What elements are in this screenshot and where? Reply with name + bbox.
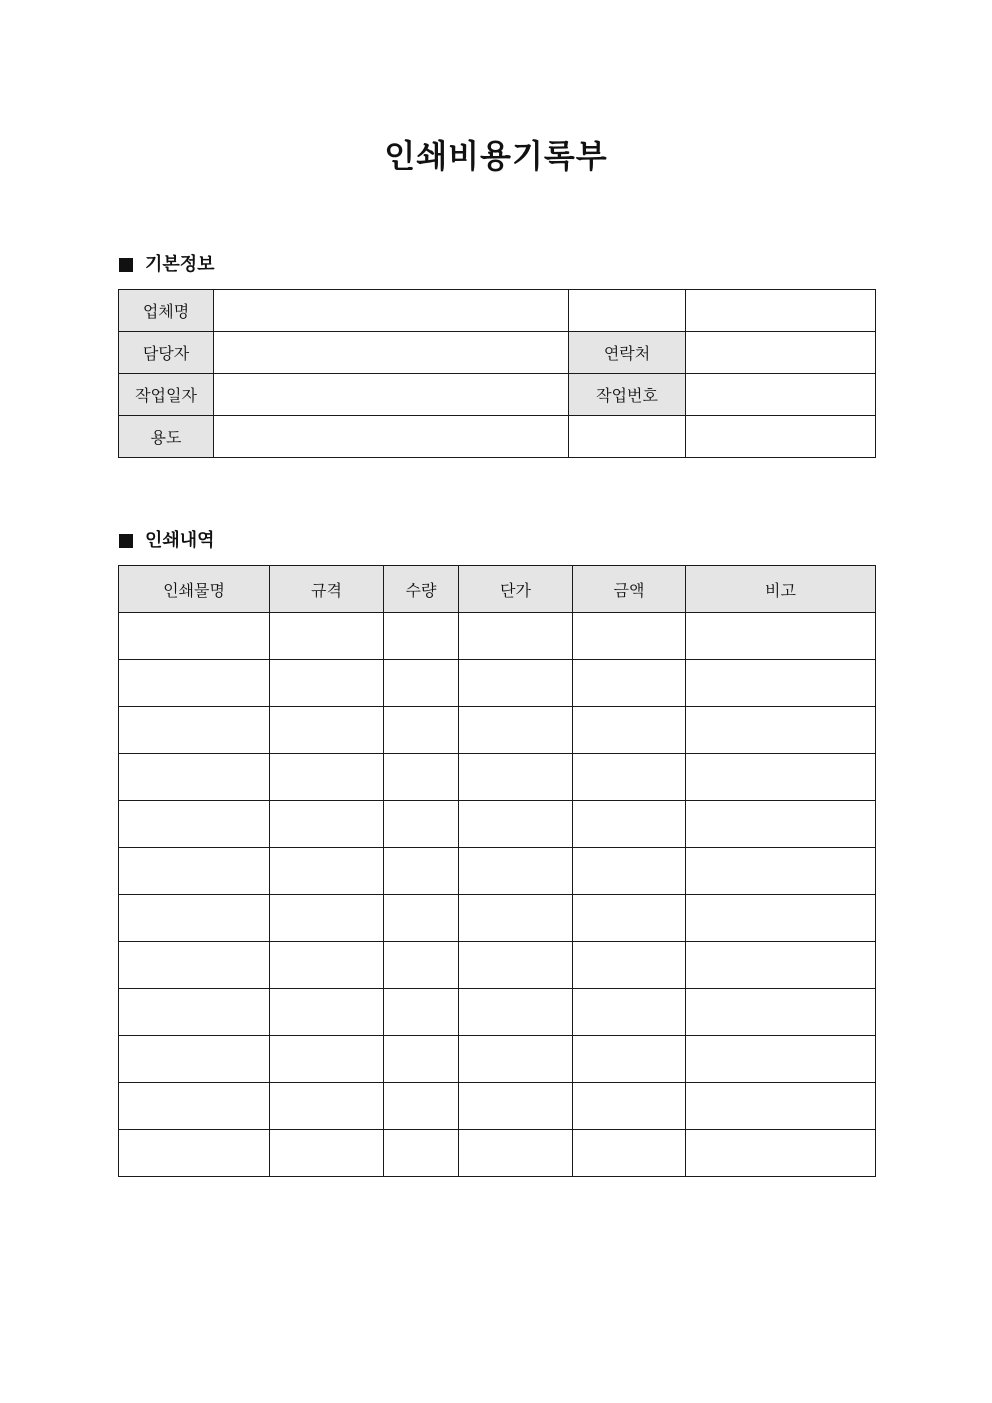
quantity-cell[interactable] bbox=[384, 989, 459, 1036]
blank-field-cell[interactable] bbox=[686, 416, 876, 458]
column-header-unit-price: 단가 bbox=[459, 566, 573, 613]
table-row bbox=[119, 1130, 876, 1177]
table-row bbox=[119, 707, 876, 754]
item-name-cell[interactable] bbox=[119, 1083, 270, 1130]
table-row bbox=[119, 754, 876, 801]
amount-cell[interactable] bbox=[573, 1083, 686, 1130]
amount-cell[interactable] bbox=[573, 895, 686, 942]
unit-price-cell[interactable] bbox=[459, 801, 573, 848]
remarks-cell[interactable] bbox=[686, 895, 876, 942]
item-name-cell[interactable] bbox=[119, 989, 270, 1036]
amount-cell[interactable] bbox=[573, 660, 686, 707]
quantity-cell[interactable] bbox=[384, 801, 459, 848]
amount-cell[interactable] bbox=[573, 1130, 686, 1177]
remarks-cell[interactable] bbox=[686, 942, 876, 989]
item-name-cell[interactable] bbox=[119, 895, 270, 942]
amount-cell[interactable] bbox=[573, 801, 686, 848]
column-header-quantity: 수량 bbox=[384, 566, 459, 613]
unit-price-cell[interactable] bbox=[459, 848, 573, 895]
contact-label: 연락처 bbox=[569, 332, 686, 374]
unit-price-cell[interactable] bbox=[459, 707, 573, 754]
blank-label-cell bbox=[569, 416, 686, 458]
unit-price-cell[interactable] bbox=[459, 942, 573, 989]
quantity-cell[interactable] bbox=[384, 1130, 459, 1177]
unit-price-cell[interactable] bbox=[459, 1036, 573, 1083]
square-bullet-icon bbox=[119, 258, 133, 272]
item-name-cell[interactable] bbox=[119, 707, 270, 754]
spec-cell[interactable] bbox=[270, 989, 384, 1036]
remarks-cell[interactable] bbox=[686, 1083, 876, 1130]
unit-price-cell[interactable] bbox=[459, 895, 573, 942]
item-name-cell[interactable] bbox=[119, 942, 270, 989]
manager-label: 담당자 bbox=[119, 332, 214, 374]
amount-cell[interactable] bbox=[573, 754, 686, 801]
spec-cell[interactable] bbox=[270, 754, 384, 801]
item-name-cell[interactable] bbox=[119, 848, 270, 895]
amount-cell[interactable] bbox=[573, 989, 686, 1036]
remarks-cell[interactable] bbox=[686, 613, 876, 660]
table-row bbox=[119, 1036, 876, 1083]
spec-cell[interactable] bbox=[270, 660, 384, 707]
table-row bbox=[119, 989, 876, 1036]
unit-price-cell[interactable] bbox=[459, 989, 573, 1036]
purpose-label: 용도 bbox=[119, 416, 214, 458]
table-row bbox=[119, 332, 876, 374]
column-header-spec: 규격 bbox=[270, 566, 384, 613]
spec-cell[interactable] bbox=[270, 895, 384, 942]
spec-cell[interactable] bbox=[270, 801, 384, 848]
amount-cell[interactable] bbox=[573, 707, 686, 754]
item-name-cell[interactable] bbox=[119, 754, 270, 801]
amount-cell[interactable] bbox=[573, 1036, 686, 1083]
item-name-cell[interactable] bbox=[119, 1130, 270, 1177]
column-header-amount: 금액 bbox=[573, 566, 686, 613]
table-header-row bbox=[119, 566, 876, 613]
item-name-cell[interactable] bbox=[119, 801, 270, 848]
section-heading-basic-info bbox=[119, 253, 215, 277]
blank-field-cell[interactable] bbox=[686, 290, 876, 332]
table-row bbox=[119, 613, 876, 660]
company-label: 업체명 bbox=[119, 290, 214, 332]
table-row bbox=[119, 374, 876, 416]
unit-price-cell[interactable] bbox=[459, 613, 573, 660]
column-header-remarks: 비고 bbox=[686, 566, 876, 613]
remarks-cell[interactable] bbox=[686, 707, 876, 754]
remarks-cell[interactable] bbox=[686, 989, 876, 1036]
column-header-item-name: 인쇄물명 bbox=[119, 566, 270, 613]
amount-cell[interactable] bbox=[573, 848, 686, 895]
basic-info-table bbox=[118, 289, 876, 458]
unit-price-cell[interactable] bbox=[459, 754, 573, 801]
remarks-cell[interactable] bbox=[686, 1036, 876, 1083]
square-bullet-icon bbox=[119, 534, 133, 548]
table-row bbox=[119, 290, 876, 332]
quantity-cell[interactable] bbox=[384, 754, 459, 801]
item-name-cell[interactable] bbox=[119, 660, 270, 707]
table-row bbox=[119, 942, 876, 989]
table-row bbox=[119, 416, 876, 458]
section-heading-label: 기본정보 bbox=[145, 254, 215, 275]
remarks-cell[interactable] bbox=[686, 848, 876, 895]
work-number-label: 작업번호 bbox=[569, 374, 686, 416]
print-details-table bbox=[118, 565, 876, 1177]
work-date-label: 작업일자 bbox=[119, 374, 214, 416]
spec-cell[interactable] bbox=[270, 1036, 384, 1083]
amount-cell[interactable] bbox=[573, 613, 686, 660]
quantity-cell[interactable] bbox=[384, 895, 459, 942]
section-heading-print-details bbox=[119, 529, 215, 553]
company-field[interactable] bbox=[214, 290, 569, 332]
spec-cell[interactable] bbox=[270, 1083, 384, 1130]
quantity-cell[interactable] bbox=[384, 660, 459, 707]
manager-field[interactable] bbox=[214, 332, 569, 374]
remarks-cell[interactable] bbox=[686, 754, 876, 801]
quantity-cell[interactable] bbox=[384, 848, 459, 895]
spec-cell[interactable] bbox=[270, 942, 384, 989]
table-row bbox=[119, 848, 876, 895]
unit-price-cell[interactable] bbox=[459, 1083, 573, 1130]
quantity-cell[interactable] bbox=[384, 613, 459, 660]
quantity-cell[interactable] bbox=[384, 942, 459, 989]
unit-price-cell[interactable] bbox=[459, 1130, 573, 1177]
quantity-cell[interactable] bbox=[384, 1083, 459, 1130]
quantity-cell[interactable] bbox=[384, 707, 459, 754]
remarks-cell[interactable] bbox=[686, 801, 876, 848]
remarks-cell[interactable] bbox=[686, 1130, 876, 1177]
table-row bbox=[119, 895, 876, 942]
document-title: 인쇄비용기록부 bbox=[384, 137, 608, 175]
unit-price-cell[interactable] bbox=[459, 660, 573, 707]
spec-cell[interactable] bbox=[270, 848, 384, 895]
spec-cell[interactable] bbox=[270, 707, 384, 754]
table-row bbox=[119, 660, 876, 707]
spec-cell[interactable] bbox=[270, 613, 384, 660]
remarks-cell[interactable] bbox=[686, 660, 876, 707]
blank-label-cell bbox=[569, 290, 686, 332]
contact-field[interactable] bbox=[686, 332, 876, 374]
section-heading-label: 인쇄내역 bbox=[145, 530, 215, 551]
item-name-cell[interactable] bbox=[119, 613, 270, 660]
amount-cell[interactable] bbox=[573, 942, 686, 989]
purpose-field[interactable] bbox=[214, 416, 569, 458]
work-date-field[interactable] bbox=[214, 374, 569, 416]
table-row bbox=[119, 801, 876, 848]
table-row bbox=[119, 1083, 876, 1130]
work-number-field[interactable] bbox=[686, 374, 876, 416]
quantity-cell[interactable] bbox=[384, 1036, 459, 1083]
item-name-cell[interactable] bbox=[119, 1036, 270, 1083]
spec-cell[interactable] bbox=[270, 1130, 384, 1177]
